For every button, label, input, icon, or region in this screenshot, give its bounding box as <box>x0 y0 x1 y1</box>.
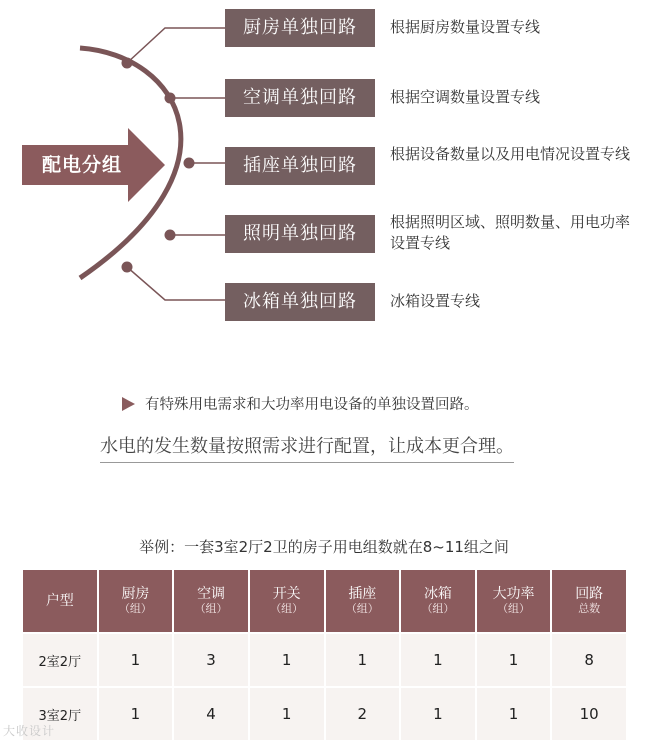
central-label: 配电分组 <box>41 154 122 176</box>
table-row <box>23 632 626 686</box>
table-cell: 3室2厅 <box>23 686 97 740</box>
table-cell: 1 <box>99 632 173 686</box>
triangle-bullet-icon <box>122 397 135 411</box>
table-cell: 4 <box>174 686 248 740</box>
summary-text: 水电的发生数量按照需求进行配置，让成本更合理。 <box>100 434 514 463</box>
table-cell: 1 <box>326 632 400 686</box>
table-cell: 1 <box>250 632 324 686</box>
table-cell: 1 <box>477 632 551 686</box>
table-cell: 1 <box>401 632 475 686</box>
branch-line-5 <box>127 267 225 300</box>
watermark <box>3 722 55 739</box>
table-cell: 1 <box>250 686 324 740</box>
circuit-table <box>21 570 628 740</box>
node-lighting-desc: 根据照明区域、照明数量、用电功率设置专线 <box>390 213 631 252</box>
header-cell-aircon: 空调 （组） <box>174 570 248 632</box>
node-aircon-desc: 根据空调数量设置专线 <box>390 88 541 106</box>
branch-dot-4 <box>165 230 176 241</box>
table-cell: 10 <box>552 686 626 740</box>
node-fridge: 冰箱单独回路 <box>225 283 375 321</box>
header-cell-kitchen: 厨房 （组） <box>99 570 173 632</box>
table-cell: 1 <box>401 686 475 740</box>
node-aircon: 空调单独回路 <box>225 79 375 117</box>
table-cell: 1 <box>477 686 551 740</box>
branch-dot-1 <box>122 58 133 69</box>
table-cell: 2 <box>326 686 400 740</box>
table-cell: 3 <box>174 632 248 686</box>
table-cell: 2室2厅 <box>23 632 97 686</box>
watermark-text: 大收设计 <box>3 724 56 738</box>
header-cell-total: 回路 总数 <box>552 570 626 632</box>
node-socket-desc: 根据设备数量以及用电情况设置专线 <box>390 145 631 163</box>
node-socket: 插座单独回路 <box>225 147 375 185</box>
note-text: 有特殊用电需求和大功率用电设备的单独设置回路。 <box>145 397 479 413</box>
header-cell-type: 户型 <box>23 570 97 632</box>
branch-line-1 <box>127 28 225 63</box>
header-cell-switch: 开关 （组） <box>250 570 324 632</box>
table-header-row <box>23 570 626 632</box>
table-cell: 1 <box>99 686 173 740</box>
header-cell-fridge: 冰箱 （组） <box>401 570 475 632</box>
branch-dot-5 <box>122 262 133 273</box>
table-cell: 8 <box>552 632 626 686</box>
header-cell-high-power: 大功率 （组） <box>477 570 551 632</box>
node-lighting: 照明单独回路 <box>225 215 375 253</box>
branch-dot-3 <box>184 158 195 169</box>
table-caption: 举例：一套3室2厅2卫的房子用电组数就在8~11组之间 <box>139 538 509 556</box>
table-row <box>23 686 626 740</box>
node-kitchen-desc: 根据厨房数量设置专线 <box>390 18 541 36</box>
branch-dot-2 <box>165 93 176 104</box>
header-cell-socket: 插座 （组） <box>326 570 400 632</box>
note <box>122 395 479 415</box>
node-fridge-desc: 冰箱设置专线 <box>390 292 481 310</box>
node-kitchen: 厨房单独回路 <box>225 9 375 47</box>
